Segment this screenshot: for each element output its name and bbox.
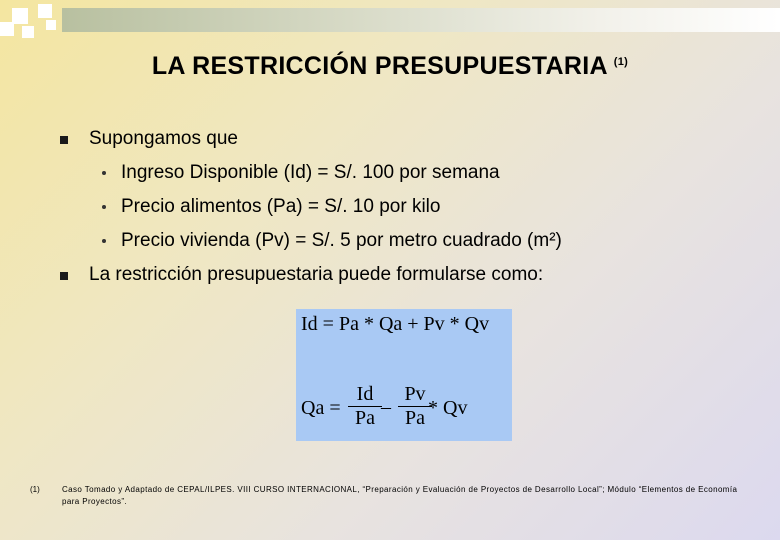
fraction-denominator: Pa bbox=[398, 406, 432, 430]
fraction-denominator: Pa bbox=[348, 406, 382, 430]
sub-bullet-text: Ingreso Disponible (Id) = S/. 100 por semana bbox=[121, 162, 500, 183]
corner-decoration bbox=[0, 0, 70, 45]
dot-bullet-icon bbox=[102, 205, 106, 209]
slide-content bbox=[60, 122, 750, 292]
title-footnote-marker: (1) bbox=[613, 55, 629, 68]
slide-title bbox=[0, 52, 780, 81]
equation-lhs: Qa = bbox=[301, 397, 341, 419]
fraction-pv-pa bbox=[398, 383, 432, 430]
sub-bullet bbox=[60, 156, 750, 190]
square-bullet-icon bbox=[60, 136, 68, 144]
square-bullet-icon bbox=[60, 272, 68, 280]
formula-box bbox=[296, 309, 512, 441]
equation-tail: * Qv bbox=[428, 397, 468, 419]
footnote-label: (1) bbox=[30, 485, 40, 494]
dot-bullet-icon bbox=[102, 239, 106, 243]
footnote-text: Caso Tomado y Adaptado de CEPAL/ILPES. VIII CURSO INTERNACIONAL, “Preparación y Evaluación de Proyectos de Desarrollo Local”; Módulo “Elementos de Economía para Proyectos”. bbox=[62, 485, 738, 506]
fraction-numerator: Pv bbox=[404, 383, 426, 405]
fraction-numerator: Id bbox=[356, 383, 374, 405]
sub-bullet bbox=[60, 190, 750, 224]
sub-bullet bbox=[60, 224, 750, 258]
header-bar bbox=[62, 8, 780, 32]
minus-sign: – bbox=[381, 396, 391, 418]
sub-bullet-text: Precio vivienda (Pv) = S/. 5 por metro cuadrado (m²) bbox=[121, 230, 562, 251]
title-text: LA RESTRICCIÓN PRESUPUESTARIA bbox=[151, 52, 608, 80]
fraction-id-pa bbox=[348, 383, 382, 430]
bullet-conclusion bbox=[60, 258, 750, 292]
budget-equation: Id = Pa * Qa + Pv * Qv bbox=[301, 313, 490, 335]
bullet-intro bbox=[60, 122, 750, 156]
intro-text: Supongamos que bbox=[89, 128, 238, 149]
dot-bullet-icon bbox=[102, 171, 106, 175]
conclusion-text: La restricción presupuestaria puede formularse como: bbox=[89, 264, 544, 285]
sub-bullet-text: Precio alimentos (Pa) = S/. 10 por kilo bbox=[121, 196, 441, 217]
